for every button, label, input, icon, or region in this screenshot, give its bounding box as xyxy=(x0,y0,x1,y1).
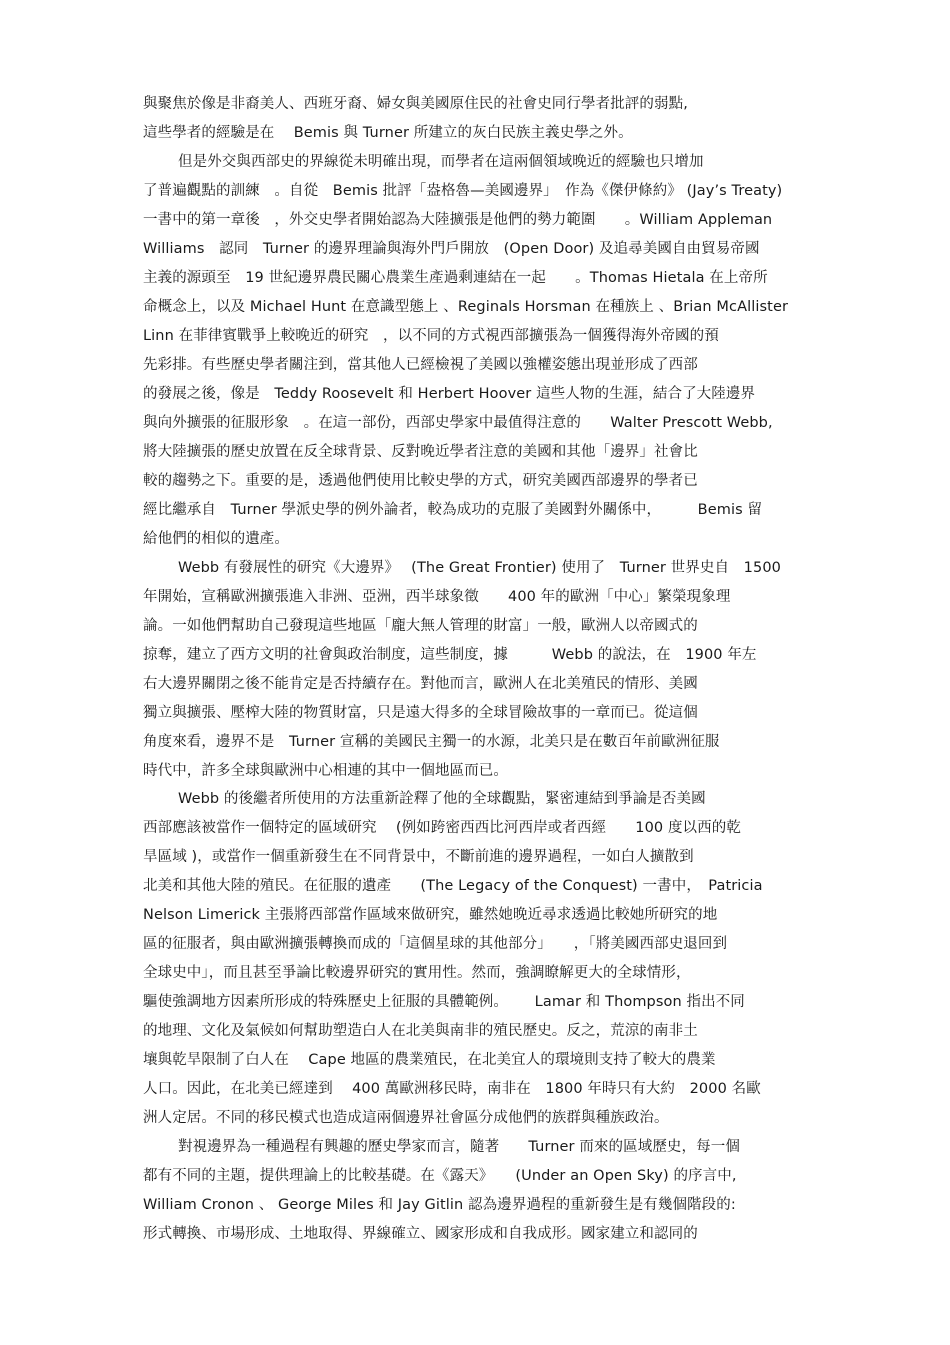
text-line: 這些學者的經驗是在 Bemis 與 Turner 所建立的灰白民族主義史學之外。 xyxy=(143,125,633,141)
paragraph-first-line: 對視邊界為一種過程有興趣的歷史學家而言，隨著 Turner 而來的區域歷史，每一個 xyxy=(178,1139,740,1155)
text-line: 命概念上，以及 Michael Hunt 在意識型態上 、Reginals Horsman 在種族上 、Brian McAllister xyxy=(143,299,789,315)
text-line: 與聚焦於像是非裔美人、西班牙裔、婦女與美國原住民的社會史同行學者批評的弱點, xyxy=(143,96,688,112)
text-line: Nelson Limerick 主張將西部當作區域來做研究，雖然她晚近尋求透過比較她所研究的地 xyxy=(143,907,718,923)
text-line: 驅使強調地方因素所形成的特殊歷史上征服的具體範例。 Lamar 和 Thompson 指出不同 xyxy=(143,994,745,1010)
text-line: Linn 在菲律賓戰爭上較晚近的研究 ，以不同的方式視西部擴張為一個獲得海外帝國的預 xyxy=(143,328,719,344)
text-line: 較的趨勢之下。重要的是，透過他們使用比較史學的方式，研究美國西部邊界的學者已 xyxy=(143,473,698,489)
text-line: 年開始，宣稱歐洲擴張進入非洲、亞洲，西半球象徵 400 年的歐洲「中心」繁榮現象理 xyxy=(143,589,731,605)
text-line: 獨立與擴張、壓榨大陸的物質財富，只是遠大得多的全球冒險故事的一章而已。從這個 xyxy=(143,705,698,721)
text-line: 形式轉換、市場形成、土地取得、界線確立、國家形成和自我成形。國家建立和認同的 xyxy=(143,1226,698,1242)
text-line: 先彩排。有些歷史學者關注到，當其他人已經檢視了美國以強權姿態出現並形成了西部 xyxy=(143,357,698,373)
text-line: 了普遍觀點的訓練 。自從 Bemis 批評「盎格魯—美國邊界」 作為《傑伊條約》 (Jay’s Treaty) xyxy=(143,183,783,199)
text-line: 角度來看，邊界不是 Turner 宣稱的美國民主獨一的水源，北美只是在數百年前歐洲征服 xyxy=(143,734,720,750)
text-line: 北美和其他大陸的殖民。在征服的遺產 (The Legacy of the Conquest) 一書中， Patricia xyxy=(143,878,763,894)
text-line: 掠奪，建立了西方文明的社會與政治制度，這些制度，據 Webb 的說法，在 1900 年左 xyxy=(143,647,757,663)
text-line: 人口。因此，在北美已經達到 400 萬歐洲移民時，南非在 1800 年時只有大約 2000 名歐 xyxy=(143,1081,761,1097)
text-line: 的發展之後，像是 Teddy Roosevelt 和 Herbert Hoover 這些人物的生涯，結合了大陸邊界 xyxy=(143,386,756,402)
text-line: 將大陸擴張的歷史放置在反全球背景、反對晚近學者注意的美國和其他「邊界」社會比 xyxy=(143,444,698,460)
text-line: 論。一如他們幫助自己發現這些地區「龐大無人管理的財富」一般，歐洲人以帝國式的 xyxy=(143,618,698,634)
text-line: 都有不同的主題，提供理論上的比較基礎。在《露天》 (Under an Open Sky) 的序言中, xyxy=(143,1168,737,1184)
text-line: Williams 認同 Turner 的邊界理論與海外門戶開放 (Open Door) 及追尋美國自由貿易帝國 xyxy=(143,241,760,257)
text-line: 的地理、文化及氣候如何幫助塑造白人在北美與南非的殖民歷史。反之，荒涼的南非土 xyxy=(143,1023,698,1039)
text-line: 給他們的相似的遺產。 xyxy=(143,531,289,547)
text-line: 壤與乾旱限制了白人在 Cape 地區的農業殖民，在北美宜人的環境則支持了較大的農業 xyxy=(143,1052,716,1068)
text-line: 西部應該被當作一個特定的區域研究 (例如跨密西西比河西岸或者西經 100 度以西的乾 xyxy=(143,820,741,836)
paragraph-first-line: Webb 的後繼者所使用的方法重新詮釋了他的全球觀點，緊密連結到爭論是否美國 xyxy=(178,791,706,807)
text-line: 旱區域 )，或當作一個重新發生在不同背景中，不斷前進的邊界過程，一如白人擴散到 xyxy=(143,849,694,865)
text-line: 區的征服者，與由歐洲擴張轉換而成的「這個星球的其他部分」 ，「將美國西部史退回到 xyxy=(143,936,728,952)
paragraph-first-line: 但是外交與西部史的界線從未明確出現，而學者在這兩個領域晚近的經驗也只增加 xyxy=(178,154,704,170)
text-line: 一書中的第一章後 ，外交史學者開始認為大陸擴張是他們的勢力範圍 。William Appleman xyxy=(143,212,773,228)
text-line: 與向外擴張的征服形象 。在這一部份，西部史學家中最值得注意的 Walter Prescott Webb, xyxy=(143,415,773,431)
text-line: 洲人定居。不同的移民模式也造成這兩個邊界社會區分成他們的族群與種族政治。 xyxy=(143,1110,669,1126)
text-line: 右大邊界關閉之後不能肯定是否持續存在。對他而言，歐洲人在北美殖民的情形、美國 xyxy=(143,676,698,692)
paragraph-first-line: Webb 有發展性的研究《大邊界》 (The Great Frontier) 使用了 Turner 世界史自 1500 xyxy=(178,560,781,576)
text-line: William Cronon 、 George Miles 和 Jay Gitlin 認為邊界過程的重新發生是有幾個階段的: xyxy=(143,1197,736,1213)
text-line: 時代中，許多全球與歐洲中心相連的其中一個地區而已。 xyxy=(143,763,508,779)
text-line: 主義的源頭至 19 世紀邊界農民關心農業生產過剩連結在一起 。Thomas Hietala 在上帝所 xyxy=(143,270,768,286)
text-line: 全球史中」，而且甚至爭論比較邊界研究的實用性。然而，強調瞭解更大的全球情形， xyxy=(143,965,691,981)
text-line: 經比繼承自 Turner 學派史學的例外論者，較為成功的克服了美國對外關係中， Bemis 留 xyxy=(143,502,763,518)
